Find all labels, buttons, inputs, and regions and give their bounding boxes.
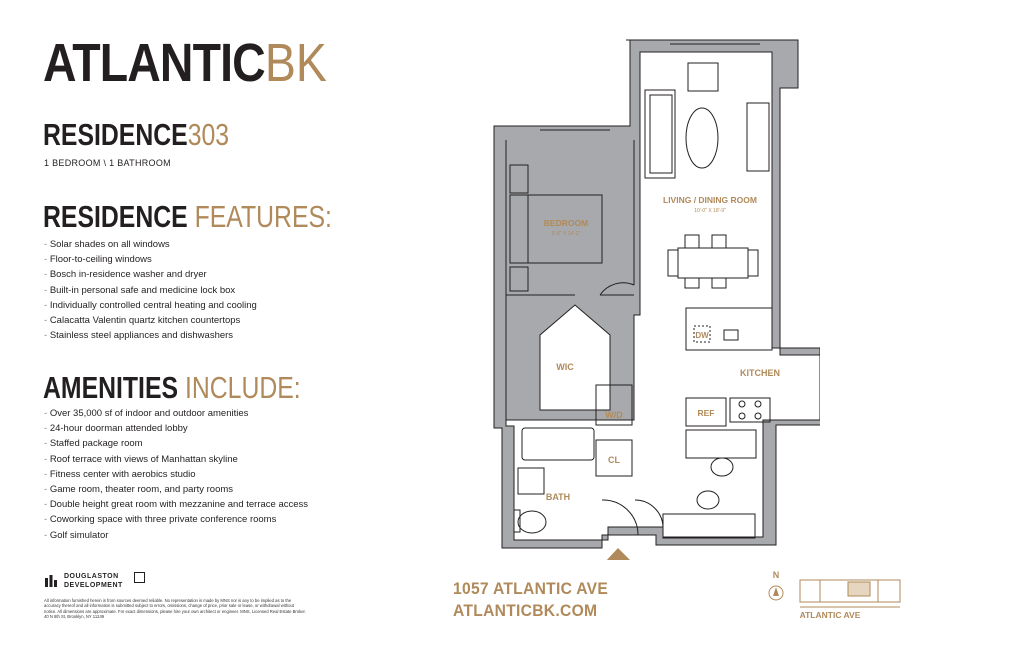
features-heading — [43, 201, 332, 232]
stove — [730, 398, 770, 422]
developer-name-1: DOUGLASTON — [64, 573, 119, 580]
room-dims-living: 10'-0" X 18'-9" — [694, 208, 726, 214]
features-list — [44, 237, 257, 343]
features-title: RESIDENCE — [43, 199, 188, 234]
amenities-list — [44, 406, 308, 543]
features-item: - Solar shades on all windows — [44, 237, 257, 252]
kitchen-counter — [686, 430, 756, 458]
toilet — [518, 511, 546, 533]
residence-title — [43, 119, 229, 150]
room-label-kitchen: KITCHEN — [740, 368, 780, 378]
brand-accent: BK — [264, 33, 327, 93]
amenities-item: - 24-hour doorman attended lobby — [44, 421, 308, 436]
dining-table — [678, 248, 748, 278]
amenities-title: AMENITIES — [43, 370, 179, 405]
room-label-wic: WIC — [556, 362, 574, 372]
features-item: - Calacatta Valentin quartz kitchen countertops — [44, 313, 257, 328]
key-map — [760, 565, 940, 625]
brand-main: ATLANTIC — [43, 33, 265, 93]
coffee-table — [686, 108, 718, 168]
features-item: - Built-in personal safe and medicine lock box — [44, 283, 257, 298]
address-block — [453, 578, 608, 622]
amenities-item: - Double height great room with mezzanine and terrace access — [44, 497, 308, 512]
amenities-item: - Roof terrace with views of Manhattan skyline — [44, 452, 308, 467]
developer-logo — [44, 572, 123, 590]
disclaimer: All information furnished herein is from sources deemed reliable. No representation is made by MNS nor is any to be implied as to the accuracy thereof and all information is submitted subject to errors, omissions, change of price, prior sale or lease, or withdrawal without notice. All dimensions are approximate. For exact dimensions, please hire your own architect or engineer. MNS, Licensed Real Estate Broker. 40 N 6th St, Brooklyn, NY 11249 — [44, 598, 306, 620]
room-dims-bedroom: 9'-6" X 14'-2" — [551, 231, 581, 237]
vanity — [518, 468, 544, 494]
amenities-item: - Golf simulator — [44, 528, 308, 543]
amenities-item: - Staffed package room — [44, 436, 308, 451]
room-label-bedroom: BEDROOM — [543, 218, 589, 228]
floor-plan — [480, 30, 820, 560]
armchair — [688, 63, 718, 91]
amenities-title-accent: INCLUDE: — [184, 370, 301, 405]
features-item: - Stainless steel appliances and dishwashers — [44, 328, 257, 343]
building-footprint-icon — [800, 580, 900, 607]
amenities-heading — [43, 372, 301, 403]
equal-housing-icon — [134, 572, 145, 583]
exterior-wall — [494, 40, 820, 548]
residence-subtitle: 1 BEDROOM \ 1 BATHROOM — [44, 158, 171, 168]
appliance-label-ref: REF — [697, 408, 715, 418]
residence-number: 303 — [187, 117, 230, 152]
room-label-bath: BATH — [545, 492, 571, 502]
room-label-living: LIVING / DINING ROOM — [663, 195, 757, 205]
features-item: - Individually controlled central heating and cooling — [44, 298, 257, 313]
street-label: ATLANTIC AVE — [799, 610, 861, 620]
developer-name-2: DEVELOPMENT — [64, 582, 123, 589]
room-label-wd: W/D — [605, 410, 623, 420]
residence-label: RESIDENCE — [43, 117, 188, 152]
room-label-cl: CL — [608, 455, 620, 465]
features-item: - Bosch in-residence washer and dryer — [44, 267, 257, 282]
north-label: N — [772, 570, 780, 580]
desk — [663, 514, 755, 538]
appliance-label-dw: DW — [695, 331, 709, 340]
bathtub — [522, 428, 594, 460]
amenities-item: - Coworking space with three private conference rooms — [44, 512, 308, 527]
features-item: - Floor-to-ceiling windows — [44, 252, 257, 267]
brand-logo — [43, 33, 327, 93]
amenities-item: - Fitness center with aerobics studio — [44, 467, 308, 482]
developer-logo-icon — [44, 574, 58, 588]
amenities-item: - Game room, theater room, and party rooms — [44, 482, 308, 497]
features-title-accent: FEATURES: — [194, 199, 332, 234]
kitchen-island — [686, 308, 772, 350]
tv-console — [747, 103, 769, 171]
address-street: 1057 ATLANTIC AVE — [453, 579, 609, 598]
entry-marker-icon — [605, 548, 632, 560]
address-website[interactable]: ATLANTICBK.COM — [453, 601, 598, 620]
amenities-item: - Over 35,000 sf of indoor and outdoor amenities — [44, 406, 308, 421]
